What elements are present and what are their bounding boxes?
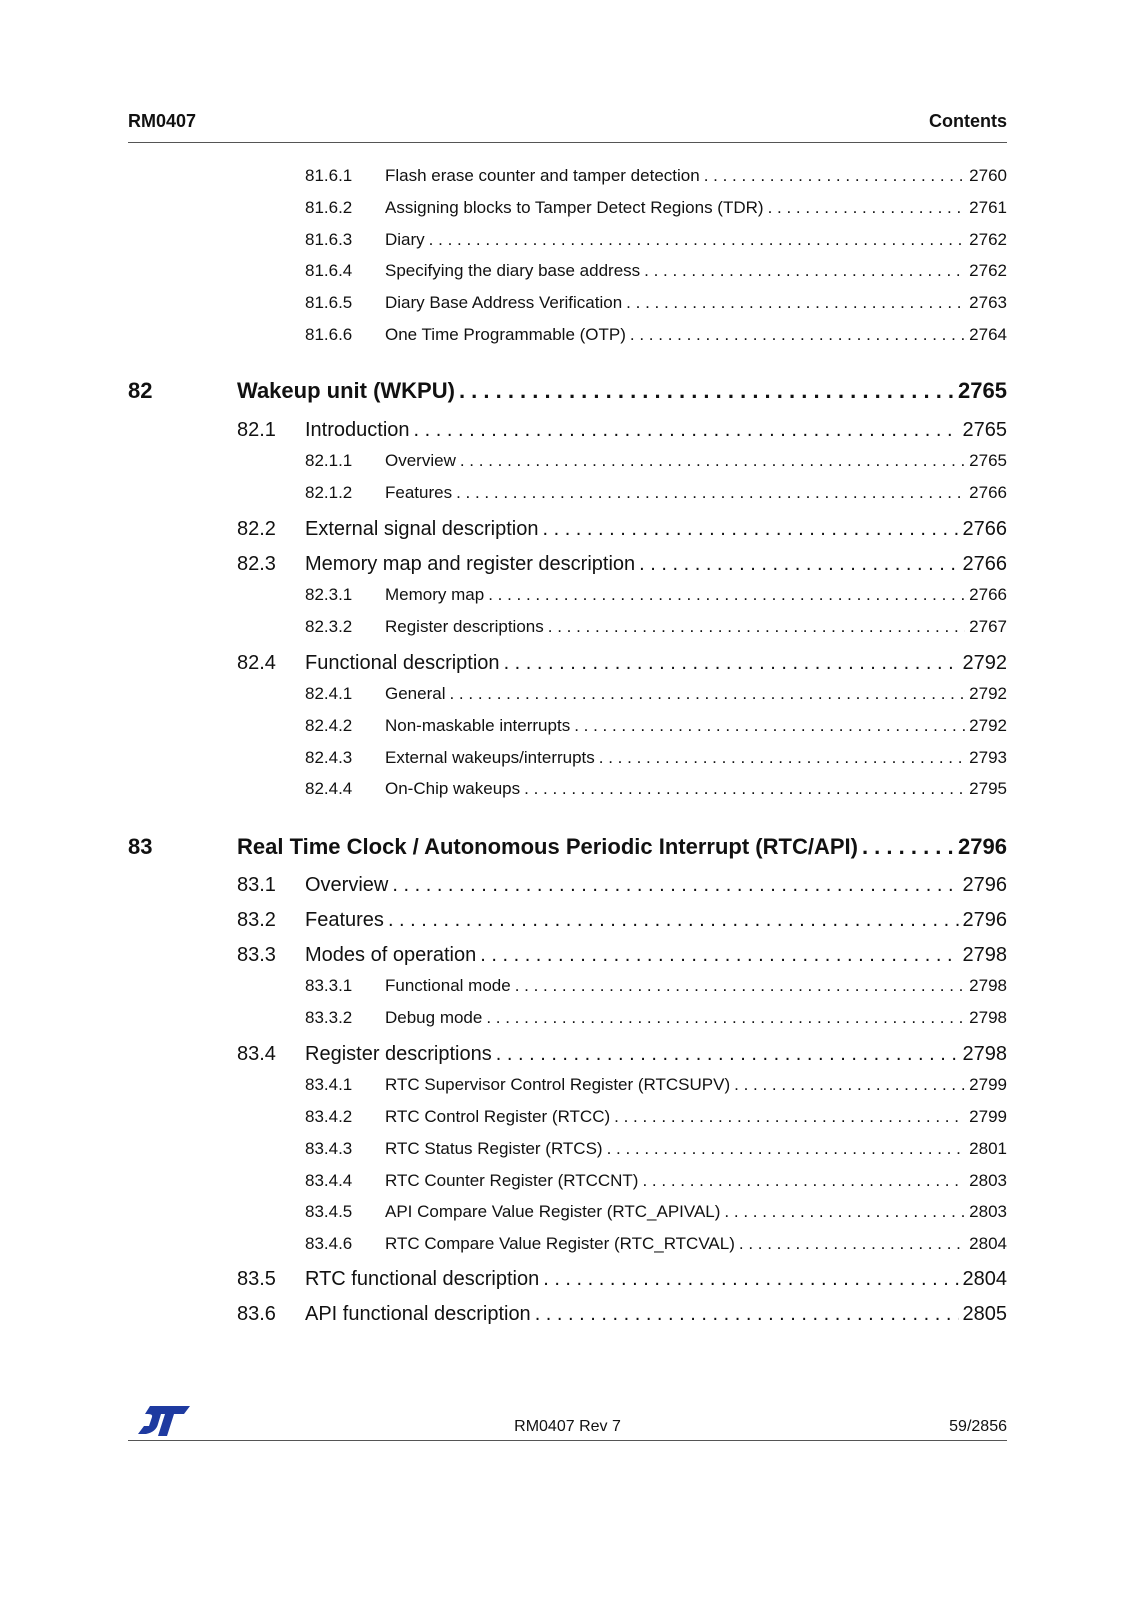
toc-entry-page[interactable]: 2760 [969, 166, 1007, 185]
toc-entry-page[interactable]: 2766 [962, 553, 1007, 575]
toc-entry-number: 82.1 [237, 419, 276, 441]
toc-entry-number: 83 [128, 834, 153, 859]
toc-entry-number: 81.6.5 [305, 293, 353, 312]
toc-entry-page[interactable]: 2762 [969, 261, 1007, 280]
toc-entry-level-3[interactable] [128, 451, 1007, 471]
toc-leader-dots [449, 684, 965, 704]
toc-entry-number: 83.4.1 [305, 1075, 353, 1094]
toc-entry-page[interactable]: 2805 [962, 1303, 1007, 1325]
toc-leader-dots [639, 553, 958, 576]
toc-entry-level-3[interactable] [128, 166, 1007, 186]
toc-entry-number: 81.6.2 [305, 198, 353, 217]
toc-leader-dots [599, 748, 965, 768]
toc-entry-level-3[interactable] [128, 261, 1007, 281]
toc-entry-title[interactable]: Real Time Clock / Autonomous Periodic Interrupt (RTC/API) [237, 834, 858, 859]
toc-leader-dots [768, 198, 966, 218]
toc-entry-title[interactable]: External wakeups/interrupts [385, 748, 595, 767]
toc-leader-dots [480, 944, 958, 967]
toc-entry-level-3[interactable] [128, 1107, 1007, 1127]
toc-entry-number: 82.4.4 [305, 779, 353, 798]
toc-entry-title[interactable]: Specifying the diary base address [385, 261, 641, 280]
toc-entry-level-3[interactable] [128, 230, 1007, 250]
toc-leader-dots [644, 261, 965, 281]
toc-leader-dots [862, 834, 954, 860]
section-label: Contents [929, 111, 1007, 131]
toc-entry-title[interactable]: RTC Counter Register (RTCCNT) [385, 1171, 639, 1190]
toc-entry-page[interactable]: 2804 [962, 1268, 1007, 1290]
toc-entry-page[interactable]: 2796 [958, 834, 1007, 859]
toc-entry-number: 81.6.1 [305, 166, 353, 185]
toc-entry-page[interactable]: 2764 [969, 325, 1007, 344]
toc-entry-number: 81.6.6 [305, 325, 353, 344]
toc-entry-level-3[interactable] [128, 716, 1007, 736]
toc-entry-page[interactable]: 2792 [969, 684, 1007, 703]
toc-entry-number: 83.5 [237, 1268, 276, 1290]
toc-entry-page[interactable]: 2765 [962, 419, 1007, 441]
toc-leader-dots [524, 779, 965, 799]
toc-entry-level-3[interactable] [128, 748, 1007, 768]
toc-entry-level-2[interactable] [128, 419, 1007, 442]
toc-leader-dots [429, 230, 966, 250]
toc-entry-number: 82.3.1 [305, 585, 353, 604]
toc-entry-level-3[interactable] [128, 1171, 1007, 1191]
toc-entry-page[interactable]: 2799 [969, 1107, 1007, 1126]
toc-entry-title[interactable]: Memory map [385, 585, 485, 604]
toc-entry-page[interactable]: 2766 [969, 585, 1007, 604]
toc-entry-page[interactable]: 2765 [969, 451, 1007, 470]
page-header [128, 108, 1007, 143]
toc-entry-page[interactable]: 2792 [969, 716, 1007, 735]
toc-entry-title[interactable]: Overview [385, 451, 456, 470]
toc-leader-dots [642, 1171, 965, 1191]
toc-entry-level-3[interactable] [128, 1075, 1007, 1095]
toc-leader-dots [486, 1008, 965, 1028]
toc-entry-page[interactable]: 2796 [962, 909, 1007, 931]
toc-entry-level-1[interactable] [128, 834, 1007, 860]
toc-entry-title[interactable]: Flash erase counter and tamper detection [385, 166, 700, 185]
toc-leader-dots [515, 976, 965, 996]
toc-entry-number: 83.3 [237, 944, 276, 966]
toc-entry-page[interactable]: 2767 [969, 617, 1007, 636]
toc-leader-dots [392, 874, 958, 897]
toc-entry-level-2[interactable] [128, 1268, 1007, 1291]
toc-entry-level-3[interactable] [128, 1139, 1007, 1159]
toc-entry-number: 83.3.2 [305, 1008, 353, 1027]
toc-leader-dots [414, 419, 959, 442]
toc-entry-page[interactable]: 2798 [962, 1043, 1007, 1065]
toc-entry-title[interactable]: Non-maskable interrupts [385, 716, 571, 735]
toc-leader-dots [630, 325, 965, 345]
toc-entry-number: 83.6 [237, 1303, 276, 1325]
toc-entry-title[interactable]: Introduction [305, 419, 410, 441]
toc-entry-number: 82 [128, 378, 153, 403]
toc-entry-page[interactable]: 2762 [969, 230, 1007, 249]
toc-entry-title[interactable]: Overview [305, 874, 389, 896]
toc-entry-page[interactable]: 2796 [962, 874, 1007, 896]
toc-entry-number: 83.4 [237, 1043, 276, 1065]
toc-entry-title[interactable]: General [385, 684, 446, 703]
toc-entry-page[interactable]: 2792 [962, 652, 1007, 674]
toc-entry-title[interactable]: Wakeup unit (WKPU) [237, 378, 455, 403]
toc-leader-dots [704, 166, 965, 186]
toc-leader-dots [724, 1202, 965, 1222]
toc-entry-title[interactable]: On-Chip wakeups [385, 779, 521, 798]
toc-entry-title[interactable]: Features [305, 909, 384, 931]
toc-entry-title[interactable]: Register descriptions [385, 617, 544, 636]
toc-entry-number: 83.2 [237, 909, 276, 931]
toc-entry-title[interactable]: RTC Status Register (RTCS) [385, 1139, 603, 1158]
toc-entry-number: 83.1 [237, 874, 276, 896]
toc-entry-level-3[interactable] [128, 293, 1007, 313]
toc-entry-title[interactable]: Debug mode [385, 1008, 483, 1027]
toc-entry-level-2[interactable] [128, 944, 1007, 967]
toc-entry-level-2[interactable] [128, 518, 1007, 541]
toc-entry-level-3[interactable] [128, 617, 1007, 637]
toc-entry-level-3[interactable] [128, 1234, 1007, 1254]
toc-entry-number: 82.3.2 [305, 617, 353, 636]
toc-entry-page[interactable]: 2795 [969, 779, 1007, 798]
toc-entry-page[interactable]: 2763 [969, 293, 1007, 312]
toc-entry-number: 82.4 [237, 652, 276, 674]
toc-entry-title[interactable]: External signal description [305, 518, 539, 540]
toc-leader-dots [496, 1043, 959, 1066]
toc-leader-dots [459, 378, 954, 404]
toc-entry-level-2[interactable] [128, 909, 1007, 932]
toc-leader-dots [574, 716, 965, 736]
toc-entry-number: 81.6.4 [305, 261, 353, 280]
toc-leader-dots [626, 293, 965, 313]
toc-leader-dots [542, 518, 958, 541]
toc-entry-level-3[interactable] [128, 779, 1007, 799]
toc-entry-level-2[interactable] [128, 874, 1007, 897]
toc-entry-title[interactable]: Functional mode [385, 976, 511, 995]
toc-entry-level-3[interactable] [128, 1008, 1007, 1028]
document-id: RM0407 [128, 111, 197, 131]
toc-entry-title[interactable]: RTC Compare Value Register (RTC_RTCVAL) [385, 1234, 735, 1253]
toc-leader-dots [504, 652, 959, 675]
toc-leader-dots [388, 909, 959, 932]
toc-entry-level-2[interactable] [128, 652, 1007, 675]
page-footer [128, 1408, 1007, 1441]
toc-entry-number: 82.1.1 [305, 451, 353, 470]
toc-entry-page[interactable]: 2765 [958, 378, 1007, 403]
toc-leader-dots [535, 1303, 959, 1326]
toc-leader-dots [734, 1075, 965, 1095]
toc-entry-page[interactable]: 2793 [969, 748, 1007, 767]
toc-entry-level-1[interactable] [128, 378, 1007, 404]
toc-entry-number: 82.2 [237, 518, 276, 540]
toc-leader-dots [739, 1234, 965, 1254]
toc-entry-title[interactable]: Assigning blocks to Tamper Detect Regions (TDR) [385, 198, 764, 217]
toc-entry-page[interactable]: 2801 [969, 1139, 1007, 1158]
toc-entry-number: 83.4.3 [305, 1139, 353, 1158]
toc-entry-title[interactable]: Features [385, 483, 453, 502]
toc-entry-title[interactable]: RTC Control Register (RTCC) [385, 1107, 611, 1126]
toc-entry-title[interactable]: RTC Supervisor Control Register (RTCSUPV) [385, 1075, 731, 1094]
toc-entry-number: 83.4.5 [305, 1202, 353, 1221]
toc-entry-title[interactable]: API functional description [305, 1303, 531, 1325]
toc-entry-level-3[interactable] [128, 325, 1007, 345]
toc-entry-level-2[interactable] [128, 1043, 1007, 1066]
toc-entry-page[interactable]: 2803 [969, 1202, 1007, 1221]
toc-entry-title[interactable]: Functional description [305, 652, 500, 674]
toc-leader-dots [543, 1268, 958, 1291]
toc-entry-page[interactable]: 2798 [969, 1008, 1007, 1027]
toc-entry-level-3[interactable] [128, 684, 1007, 704]
toc-entry-page[interactable]: 2766 [969, 483, 1007, 502]
toc-entry-level-2[interactable] [128, 553, 1007, 576]
revision-label: RM0407 Rev 7 [514, 1418, 621, 1435]
toc-entry-level-3[interactable] [128, 1202, 1007, 1222]
toc-entry-number: 82.3 [237, 553, 276, 575]
toc-entry-number: 82.4.2 [305, 716, 353, 735]
toc-entry-level-3[interactable] [128, 976, 1007, 996]
toc-entry-number: 82.1.2 [305, 483, 353, 502]
toc-entry-page[interactable]: 2761 [969, 198, 1007, 217]
toc-leader-dots [456, 483, 965, 503]
toc-entry-number: 83.3.1 [305, 976, 353, 995]
toc-entry-page[interactable]: 2798 [962, 944, 1007, 966]
page-number: 59/2856 [949, 1418, 1007, 1435]
toc-entry-number: 83.4.4 [305, 1171, 353, 1190]
toc-entry-title[interactable]: API Compare Value Register (RTC_APIVAL) [385, 1202, 721, 1221]
toc-entry-number: 81.6.3 [305, 230, 353, 249]
toc-entry-level-3[interactable] [128, 585, 1007, 605]
toc-entry-title[interactable]: Diary [385, 230, 425, 249]
toc-entry-number: 83.4.6 [305, 1234, 353, 1253]
toc-entry-title[interactable]: Register descriptions [305, 1043, 492, 1065]
toc-entry-number: 82.4.3 [305, 748, 353, 767]
toc-entry-number: 82.4.1 [305, 684, 353, 703]
toc-leader-dots [607, 1139, 966, 1159]
toc-entry-page[interactable]: 2798 [969, 976, 1007, 995]
toc-leader-dots [548, 617, 965, 637]
toc-entry-title[interactable]: Diary Base Address Verification [385, 293, 623, 312]
toc-entry-page[interactable]: 2799 [969, 1075, 1007, 1094]
toc-entry-level-3[interactable] [128, 198, 1007, 218]
toc-entry-title[interactable]: One Time Programmable (OTP) [385, 325, 626, 344]
toc-entry-number: 83.4.2 [305, 1107, 353, 1126]
toc-entry-level-3[interactable] [128, 483, 1007, 503]
toc-entry-title[interactable]: Modes of operation [305, 944, 477, 966]
toc-leader-dots [614, 1107, 965, 1127]
toc-entry-level-2[interactable] [128, 1303, 1007, 1326]
toc-entry-page[interactable]: 2804 [969, 1234, 1007, 1253]
toc-entry-page[interactable]: 2766 [962, 518, 1007, 540]
toc-leader-dots [488, 585, 965, 605]
toc-entry-page[interactable]: 2803 [969, 1171, 1007, 1190]
toc-entry-title[interactable]: RTC functional description [305, 1268, 540, 1290]
toc-entry-title[interactable]: Memory map and register description [305, 553, 636, 575]
toc-leader-dots [460, 451, 965, 471]
